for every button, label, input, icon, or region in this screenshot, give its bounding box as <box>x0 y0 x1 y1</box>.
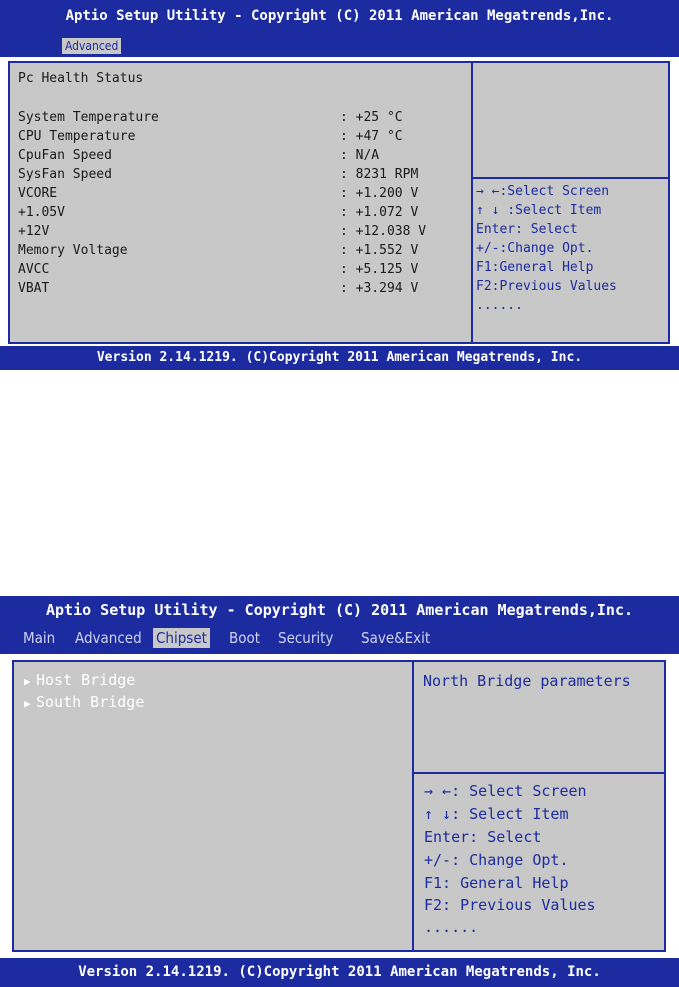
menu-item-host-bridge[interactable] <box>24 671 135 689</box>
row-label: +12V <box>18 224 50 239</box>
help-divider <box>414 772 664 774</box>
right-triangle-icon: ▶ <box>24 675 31 688</box>
help-change-opt: +/-:Change Opt. <box>476 241 594 256</box>
tab-boot[interactable]: Boot <box>229 629 261 647</box>
row-value: : +1.200 V <box>340 186 419 201</box>
item-description: North Bridge parameters <box>423 672 631 690</box>
row-value: : +5.125 V <box>340 262 419 277</box>
help-select-item: ↑ ↓: Select Item <box>424 805 569 823</box>
help-enter-select: Enter: Select <box>424 828 542 846</box>
help-select-screen: → ←:Select Screen <box>476 184 610 199</box>
tab-main[interactable]: Main <box>23 629 56 647</box>
row-label: Memory Voltage <box>18 243 128 258</box>
row-value: : +1.072 V <box>340 205 419 220</box>
row-label: SysFan Speed <box>18 167 112 182</box>
help-more: ...... <box>476 298 523 313</box>
bios-title-bar: Aptio Setup Utility - Copyright (C) 2011 American Megatrends,Inc. <box>0 0 679 35</box>
bios-screen-chipset <box>0 596 679 987</box>
right-triangle-icon: ▶ <box>24 697 31 710</box>
row-label: CPU Temperature <box>18 129 136 144</box>
tab-save-exit[interactable]: Save&Exit <box>361 629 431 647</box>
row-label: VBAT <box>18 281 50 296</box>
bios-tab-bar <box>0 624 679 654</box>
main-panel <box>8 61 473 344</box>
section-title: Pc Health Status <box>18 71 144 86</box>
help-select-item: ↑ ↓ :Select Item <box>476 203 602 218</box>
help-general-help: F1: General Help <box>424 874 569 892</box>
help-enter-select: Enter: Select <box>476 222 578 237</box>
row-label: +1.05V <box>18 205 65 220</box>
row-value: : +25 °C <box>340 110 403 125</box>
help-panel <box>471 61 670 344</box>
tab-security[interactable]: Security <box>278 629 334 647</box>
row-value: : N/A <box>340 148 380 163</box>
bios-title-bar: Aptio Setup Utility - Copyright (C) 2011 American Megatrends,Inc. <box>0 596 679 624</box>
version-footer: Version 2.14.1219. (C)Copyright 2011 American Megatrends, Inc. <box>0 958 679 987</box>
bios-tab-bar <box>0 35 679 57</box>
help-previous-values: F2:Previous Values <box>476 279 617 294</box>
menu-item-south-bridge[interactable] <box>24 693 144 711</box>
main-panel <box>12 660 414 952</box>
row-value: : +12.038 V <box>340 224 427 239</box>
help-divider <box>473 177 668 179</box>
row-label: VCORE <box>18 186 58 201</box>
row-value: : 8231 RPM <box>340 167 419 182</box>
version-footer: Version 2.14.1219. (C)Copyright 2011 American Megatrends, Inc. <box>0 346 679 370</box>
help-change-opt: +/-: Change Opt. <box>424 851 569 869</box>
tab-advanced[interactable]: Advanced <box>75 629 142 647</box>
help-panel <box>412 660 666 952</box>
tab-advanced[interactable]: Advanced <box>62 38 121 54</box>
row-value: : +3.294 V <box>340 281 419 296</box>
tab-chipset[interactable]: Chipset <box>153 628 210 648</box>
bios-screen-pc-health <box>0 0 679 370</box>
row-label: System Temperature <box>18 110 159 125</box>
help-previous-values: F2: Previous Values <box>424 896 596 914</box>
menu-item-label: Host Bridge <box>36 671 136 689</box>
row-label: AVCC <box>18 262 50 277</box>
row-value: : +1.552 V <box>340 243 419 258</box>
help-general-help: F1:General Help <box>476 260 594 275</box>
row-value: : +47 °C <box>340 129 403 144</box>
help-select-screen: → ←: Select Screen <box>424 782 587 800</box>
help-more: ...... <box>424 918 479 936</box>
row-label: CpuFan Speed <box>18 148 112 163</box>
menu-item-label: South Bridge <box>36 693 145 711</box>
